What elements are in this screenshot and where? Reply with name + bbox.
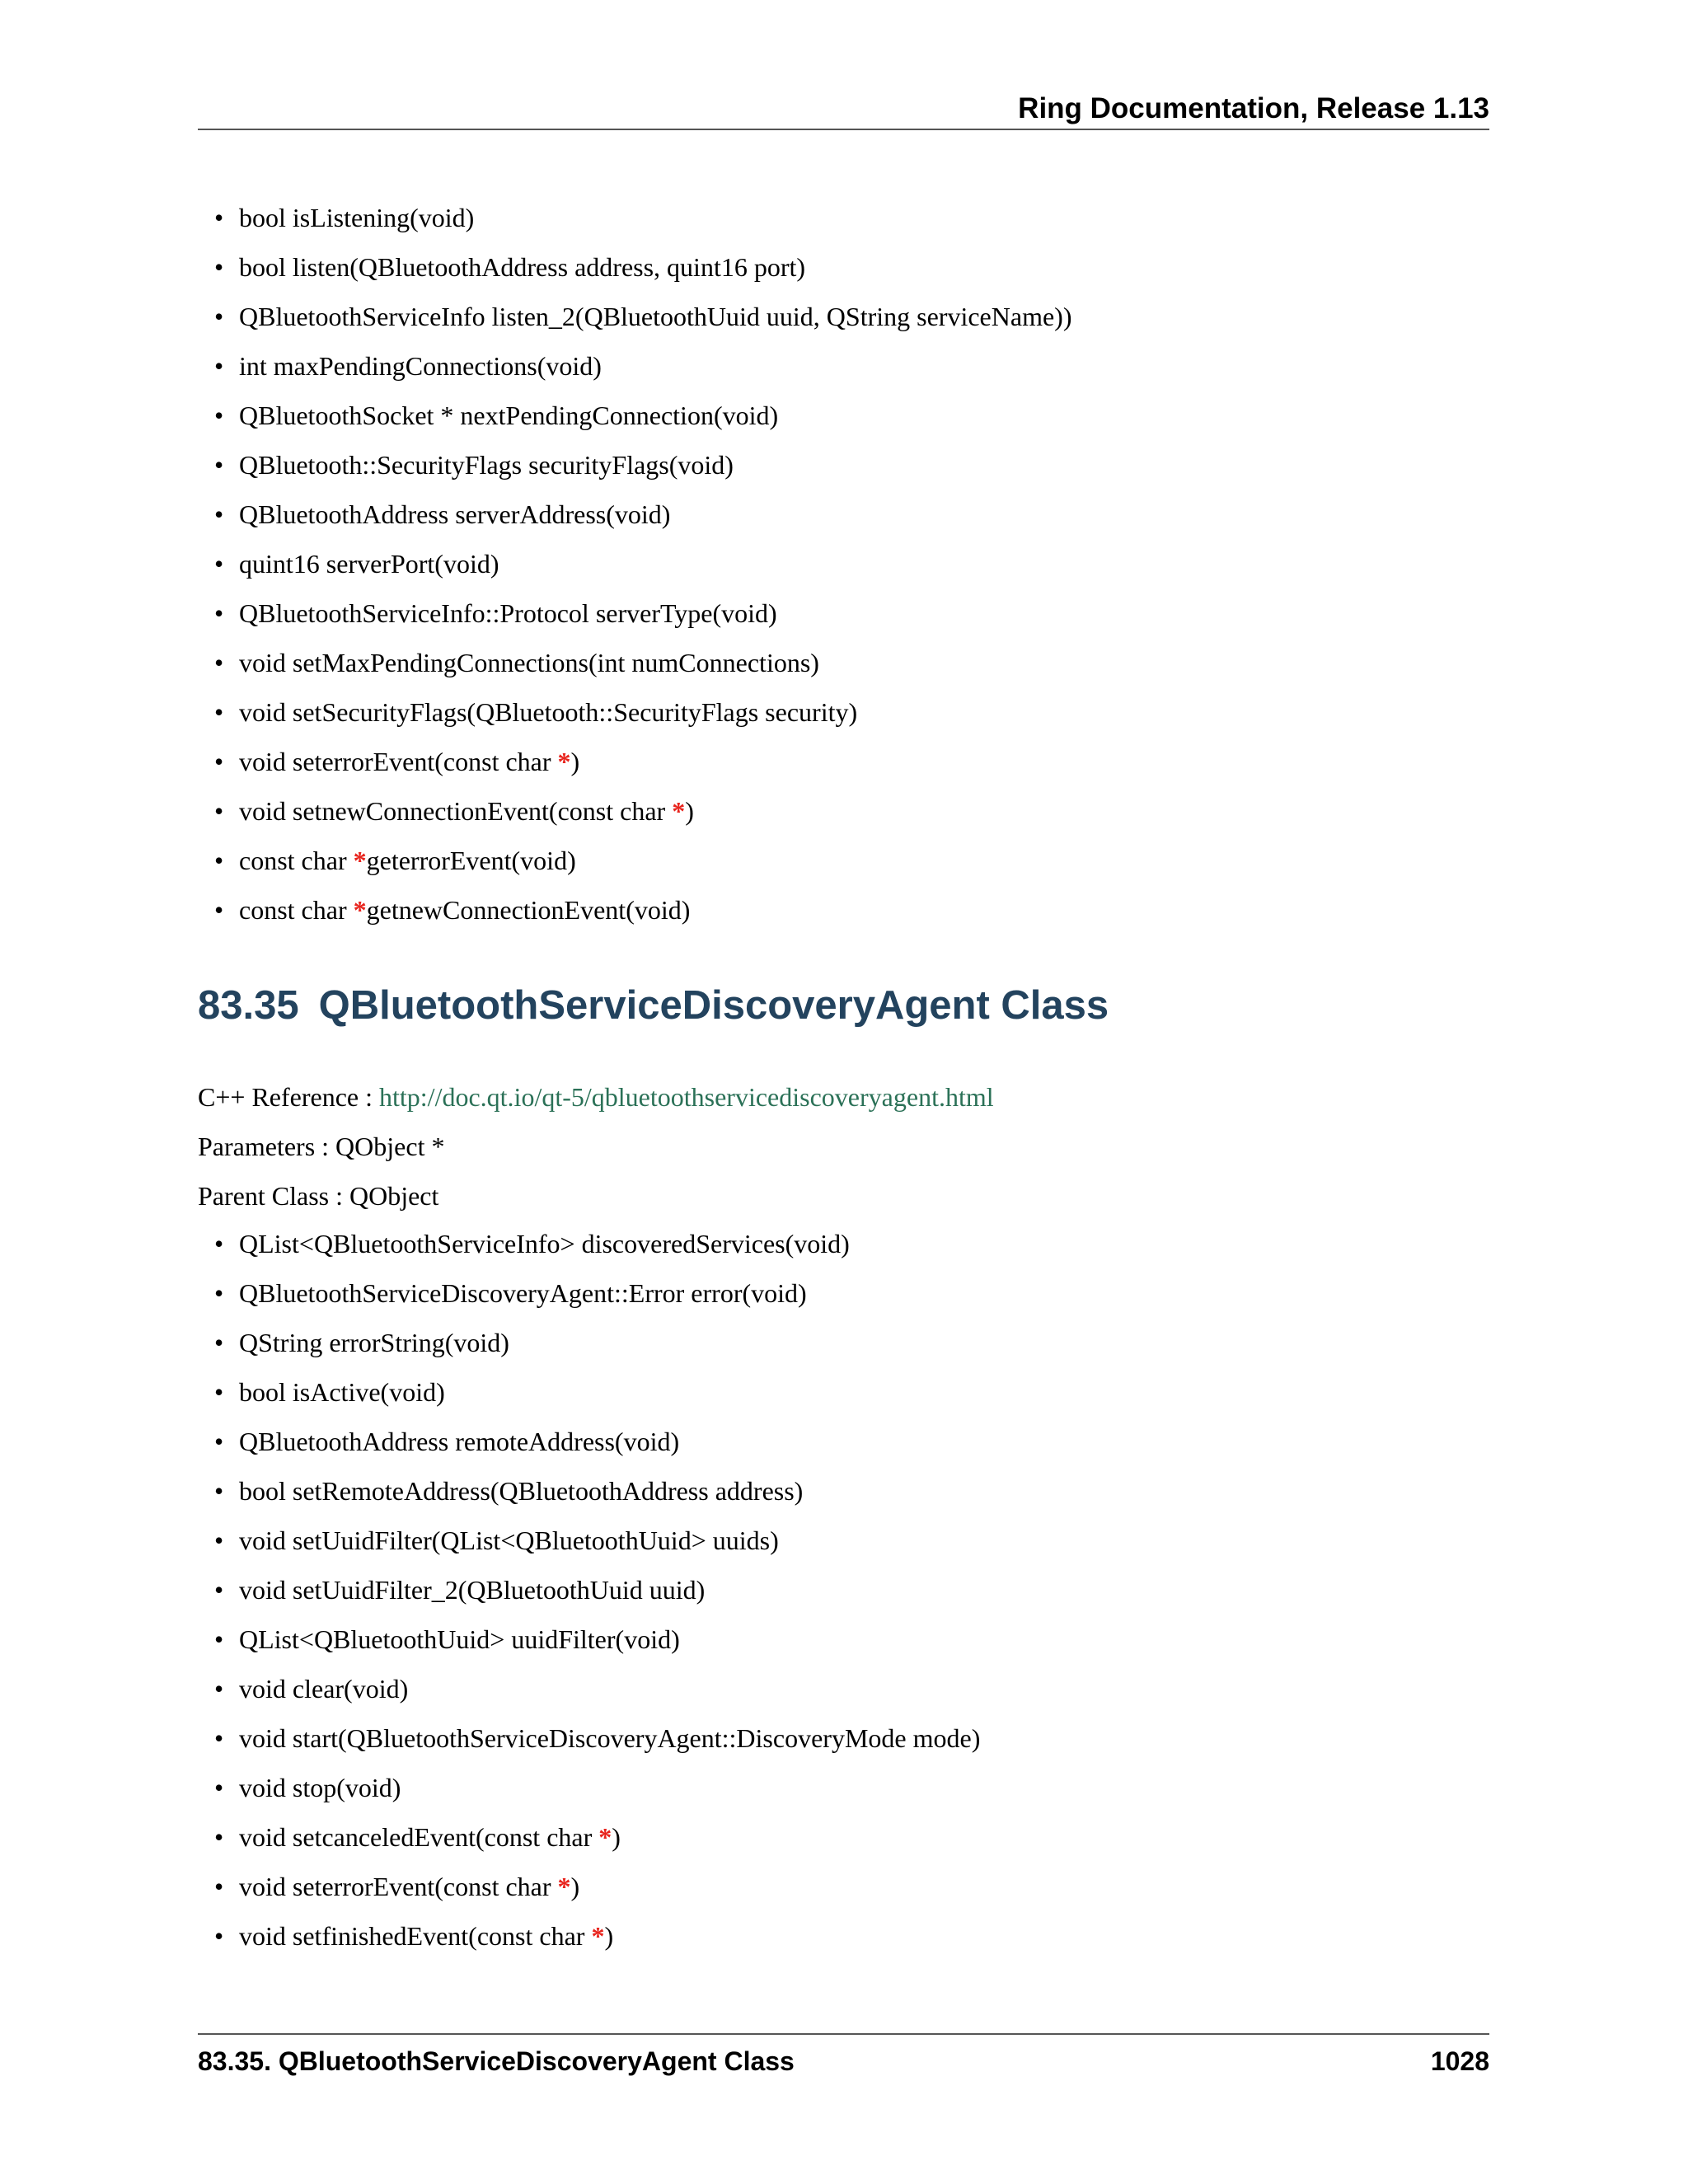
- method-signature-tail: ): [570, 1872, 580, 1901]
- method-item: [239, 1219, 980, 1268]
- method-item: [239, 242, 1071, 292]
- method-signature: void setMaxPendingConnections(int numConnections): [239, 648, 819, 677]
- method-item: [239, 1367, 980, 1417]
- method-list-top: [239, 193, 1071, 935]
- parent-class-line: Parent Class : QObject: [198, 1181, 439, 1211]
- method-signature-tail: ): [604, 1921, 614, 1951]
- pointer-asterisk: *: [557, 747, 571, 776]
- pointer-asterisk: *: [672, 796, 686, 826]
- cpp-reference-link[interactable]: http://doc.qt.io/qt-5/qbluetoothservicediscoveryagent.html: [379, 1082, 994, 1112]
- method-signature: void setSecurityFlags(QBluetooth::SecurityFlags security): [239, 697, 858, 727]
- method-item: [239, 588, 1071, 638]
- footer-section-title: 83.35. QBluetoothServiceDiscoveryAgent Class: [198, 2046, 795, 2076]
- method-item: [239, 1862, 980, 1911]
- method-signature: void setcanceledEvent(const char: [239, 1822, 599, 1852]
- document-title: Ring Documentation, Release 1.13: [1018, 92, 1489, 124]
- method-signature: int maxPendingConnections(void): [239, 351, 602, 381]
- method-signature: QString errorString(void): [239, 1328, 509, 1357]
- method-signature-tail: getnewConnectionEvent(void): [366, 895, 691, 925]
- parameters-line: Parameters : QObject *: [198, 1132, 445, 1161]
- method-item: [239, 440, 1071, 490]
- method-signature: bool isListening(void): [239, 203, 475, 232]
- method-item: [239, 885, 1071, 935]
- method-item: [239, 391, 1071, 440]
- method-signature: void seterrorEvent(const char: [239, 1872, 558, 1901]
- method-item: [239, 1664, 980, 1713]
- method-item: [239, 737, 1071, 786]
- method-signature: QList<QBluetoothUuid> uuidFilter(void): [239, 1624, 680, 1654]
- method-item: [239, 1466, 980, 1516]
- section-heading: [198, 982, 1109, 1029]
- method-item: [239, 786, 1071, 836]
- method-signature: quint16 serverPort(void): [239, 549, 499, 579]
- method-signature: void setnewConnectionEvent(const char: [239, 796, 673, 826]
- method-signature: void setUuidFilter(QList<QBluetoothUuid> uuids): [239, 1526, 779, 1555]
- method-list-bottom: [239, 1219, 980, 1961]
- method-signature-tail: ): [612, 1822, 621, 1852]
- method-signature: const char: [239, 895, 354, 925]
- method-signature: bool listen(QBluetoothAddress address, quint16 port): [239, 252, 806, 282]
- page-number: 1028: [1430, 2046, 1489, 2076]
- running-header: [198, 89, 1489, 130]
- method-item: [239, 341, 1071, 391]
- method-item: [239, 1911, 980, 1961]
- method-signature: void start(QBluetoothServiceDiscoveryAgent::DiscoveryMode mode): [239, 1723, 981, 1753]
- method-signature: void setUuidFilter_2(QBluetoothUuid uuid): [239, 1575, 706, 1605]
- running-footer: [198, 2033, 1489, 2084]
- method-item: [239, 1268, 980, 1318]
- method-signature-tail: ): [570, 747, 580, 776]
- method-item: [239, 539, 1071, 588]
- method-item: [239, 292, 1071, 341]
- method-item: [239, 1565, 980, 1615]
- method-item: [239, 836, 1071, 885]
- method-signature: const char: [239, 846, 354, 875]
- method-item: [239, 490, 1071, 539]
- method-item: [239, 1318, 980, 1367]
- method-signature: QBluetooth::SecurityFlags securityFlags(void): [239, 450, 734, 480]
- pointer-asterisk: *: [353, 895, 367, 925]
- pointer-asterisk: *: [557, 1872, 571, 1901]
- method-signature: bool setRemoteAddress(QBluetoothAddress address): [239, 1476, 804, 1506]
- method-signature: bool isActive(void): [239, 1377, 445, 1407]
- method-item: [239, 1417, 980, 1466]
- method-item: [239, 1713, 980, 1763]
- method-signature: void stop(void): [239, 1773, 401, 1802]
- cpp-reference-line: [198, 1080, 994, 1113]
- method-signature: QBluetoothAddress serverAddress(void): [239, 499, 671, 529]
- method-item: [239, 1516, 980, 1565]
- method-signature: QBluetoothServiceInfo::Protocol serverType(void): [239, 598, 777, 628]
- method-signature: QBluetoothAddress remoteAddress(void): [239, 1427, 680, 1456]
- method-signature: QBluetoothServiceInfo listen_2(QBluetoothUuid uuid, QString serviceName)): [239, 302, 1072, 331]
- method-item: [239, 193, 1071, 242]
- pointer-asterisk: *: [353, 846, 367, 875]
- method-signature-tail: geterrorEvent(void): [366, 846, 576, 875]
- method-signature: void seterrorEvent(const char: [239, 747, 558, 776]
- method-item: [239, 638, 1071, 687]
- method-item: [239, 687, 1071, 737]
- method-item: [239, 1812, 980, 1862]
- section-title: QBluetoothServiceDiscoveryAgent Class: [318, 983, 1109, 1028]
- method-signature: void clear(void): [239, 1674, 409, 1704]
- cpp-reference-label: C++ Reference :: [198, 1082, 379, 1112]
- method-item: [239, 1615, 980, 1664]
- method-signature: QBluetoothSocket * nextPendingConnection(void): [239, 401, 779, 430]
- method-signature-tail: ): [685, 796, 694, 826]
- pointer-asterisk: *: [591, 1921, 605, 1951]
- method-signature: QBluetoothServiceDiscoveryAgent::Error error(void): [239, 1278, 807, 1308]
- method-signature: void setfinishedEvent(const char: [239, 1921, 592, 1951]
- section-number: 83.35: [198, 983, 299, 1028]
- pointer-asterisk: *: [598, 1822, 612, 1852]
- method-item: [239, 1763, 980, 1812]
- method-signature: QList<QBluetoothServiceInfo> discoveredServices(void): [239, 1229, 850, 1258]
